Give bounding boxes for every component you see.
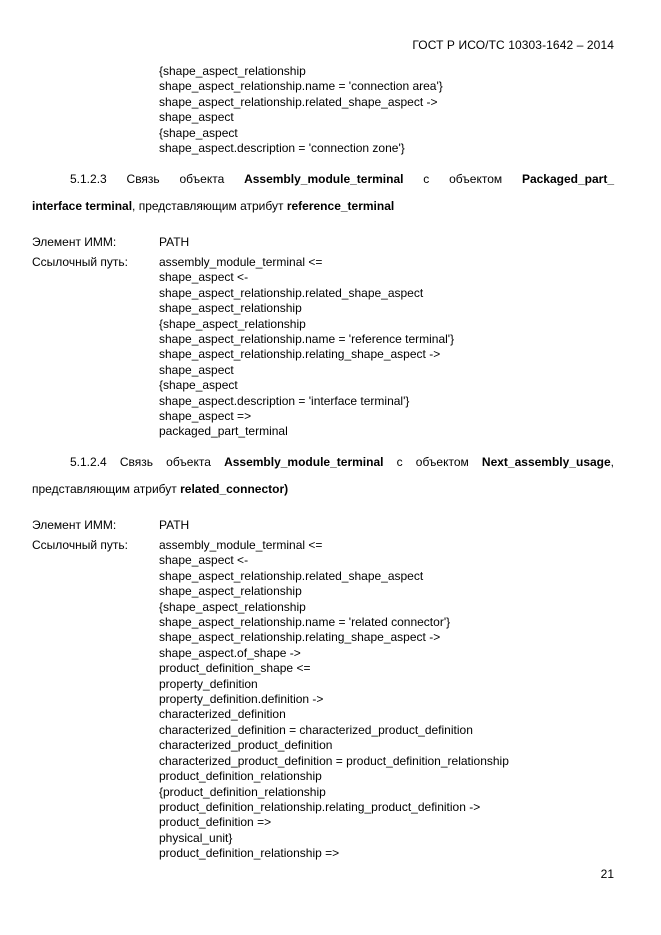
path-line: shape_aspect <-	[159, 553, 249, 568]
path-line: shape_aspect_relationship.name = 'related connector'}	[159, 615, 451, 630]
reference-path-1	[159, 255, 454, 440]
section-heading-5-1-2-3: 5.1.2.3 Связь объекта Assembly_module_terminal с объектом Packaged_part_ interface terminal, представляющим атрибут reference_terminal	[32, 172, 615, 213]
path-line: shape_aspect_relationship.name = 'connection area'}	[159, 79, 443, 94]
target-entity: Packaged_part_	[521, 172, 615, 186]
path-line: {product_definition_relationship	[159, 784, 326, 799]
path-line: shape_aspect_relationship.related_shape_aspect ->	[159, 94, 438, 109]
path-line: characterized_definition	[159, 707, 286, 722]
path-line: {shape_aspect_relationship	[159, 316, 306, 331]
path-line: shape_aspect_relationship.name = 'reference terminal'}	[159, 332, 455, 347]
path-line: product_definition =>	[159, 815, 272, 830]
entity-name: Assembly_module_terminal	[244, 172, 404, 186]
entity-name: Assembly_module_terminal	[224, 455, 384, 469]
path-line: assembly_module_terminal <=	[159, 538, 323, 552]
reference-path-2	[159, 538, 509, 862]
section-number: 5.1.2.4	[70, 455, 107, 469]
path-line: characterized_product_definition	[159, 738, 333, 753]
path-line: property_definition.definition ->	[159, 692, 324, 707]
path-line: assembly_module_terminal <=	[159, 255, 323, 269]
label-path-1: Ссылочный путь:	[32, 255, 128, 269]
section-heading-5-1-2-4: 5.1.2.4 Связь объекта Assembly_module_terminal с объектом Next_assembly_usage, представляющим атрибут related_connector)	[32, 455, 615, 496]
target-entity-cont: interface terminal	[32, 199, 133, 213]
element-value-1: PATH	[159, 235, 190, 249]
path-line: shape_aspect	[159, 362, 234, 377]
label-element-1: Элемент ИММ:	[32, 235, 117, 249]
path-line: shape_aspect	[159, 110, 234, 125]
path-line: {shape_aspect	[159, 125, 238, 140]
path-line: characterized_definition = characterized_product_definition	[159, 722, 473, 737]
path-line: shape_aspect.of_shape ->	[159, 645, 301, 660]
path-continuation	[159, 64, 443, 156]
label-element-2: Элемент ИММ:	[32, 518, 117, 532]
path-line: property_definition	[159, 676, 258, 691]
path-line: shape_aspect_relationship	[159, 301, 302, 316]
path-line: shape_aspect_relationship.relating_shape_aspect ->	[159, 347, 441, 362]
path-line: {shape_aspect_relationship	[159, 64, 306, 78]
path-line: physical_unit}	[159, 830, 233, 845]
path-line: product_definition_shape <=	[159, 661, 311, 676]
path-line: product_definition_relationship	[159, 769, 322, 784]
document-header: ГОСТ Р ИСО/ТС 10303-1642 – 2014	[412, 38, 614, 52]
attribute-name: related_connector)	[180, 482, 289, 496]
path-line: product_definition_relationship =>	[159, 846, 340, 861]
path-line: shape_aspect =>	[159, 409, 252, 424]
path-line: shape_aspect <-	[159, 270, 249, 285]
path-line: shape_aspect.description = 'interface terminal'}	[159, 393, 410, 408]
section-number: 5.1.2.3	[70, 172, 107, 186]
page-number: 21	[600, 867, 614, 881]
path-line: shape_aspect_relationship.related_shape_aspect	[159, 568, 424, 583]
attribute-name: reference_terminal	[286, 199, 395, 213]
path-line: shape_aspect_relationship	[159, 584, 302, 599]
path-line: product_definition_relationship.relating_product_definition ->	[159, 799, 481, 814]
path-line: {shape_aspect_relationship	[159, 599, 306, 614]
element-value-2: PATH	[159, 518, 190, 532]
target-entity: Next_assembly_usage	[481, 455, 611, 469]
path-line: shape_aspect.description = 'connection zone'}	[159, 141, 405, 156]
path-line: shape_aspect_relationship.relating_shape_aspect ->	[159, 630, 441, 645]
path-line: characterized_product_definition = product_definition_relationship	[159, 753, 509, 768]
path-line: packaged_part_terminal	[159, 424, 288, 439]
path-line: shape_aspect_relationship.related_shape_aspect	[159, 285, 424, 300]
label-path-2: Ссылочный путь:	[32, 538, 128, 552]
path-line: {shape_aspect	[159, 378, 238, 393]
